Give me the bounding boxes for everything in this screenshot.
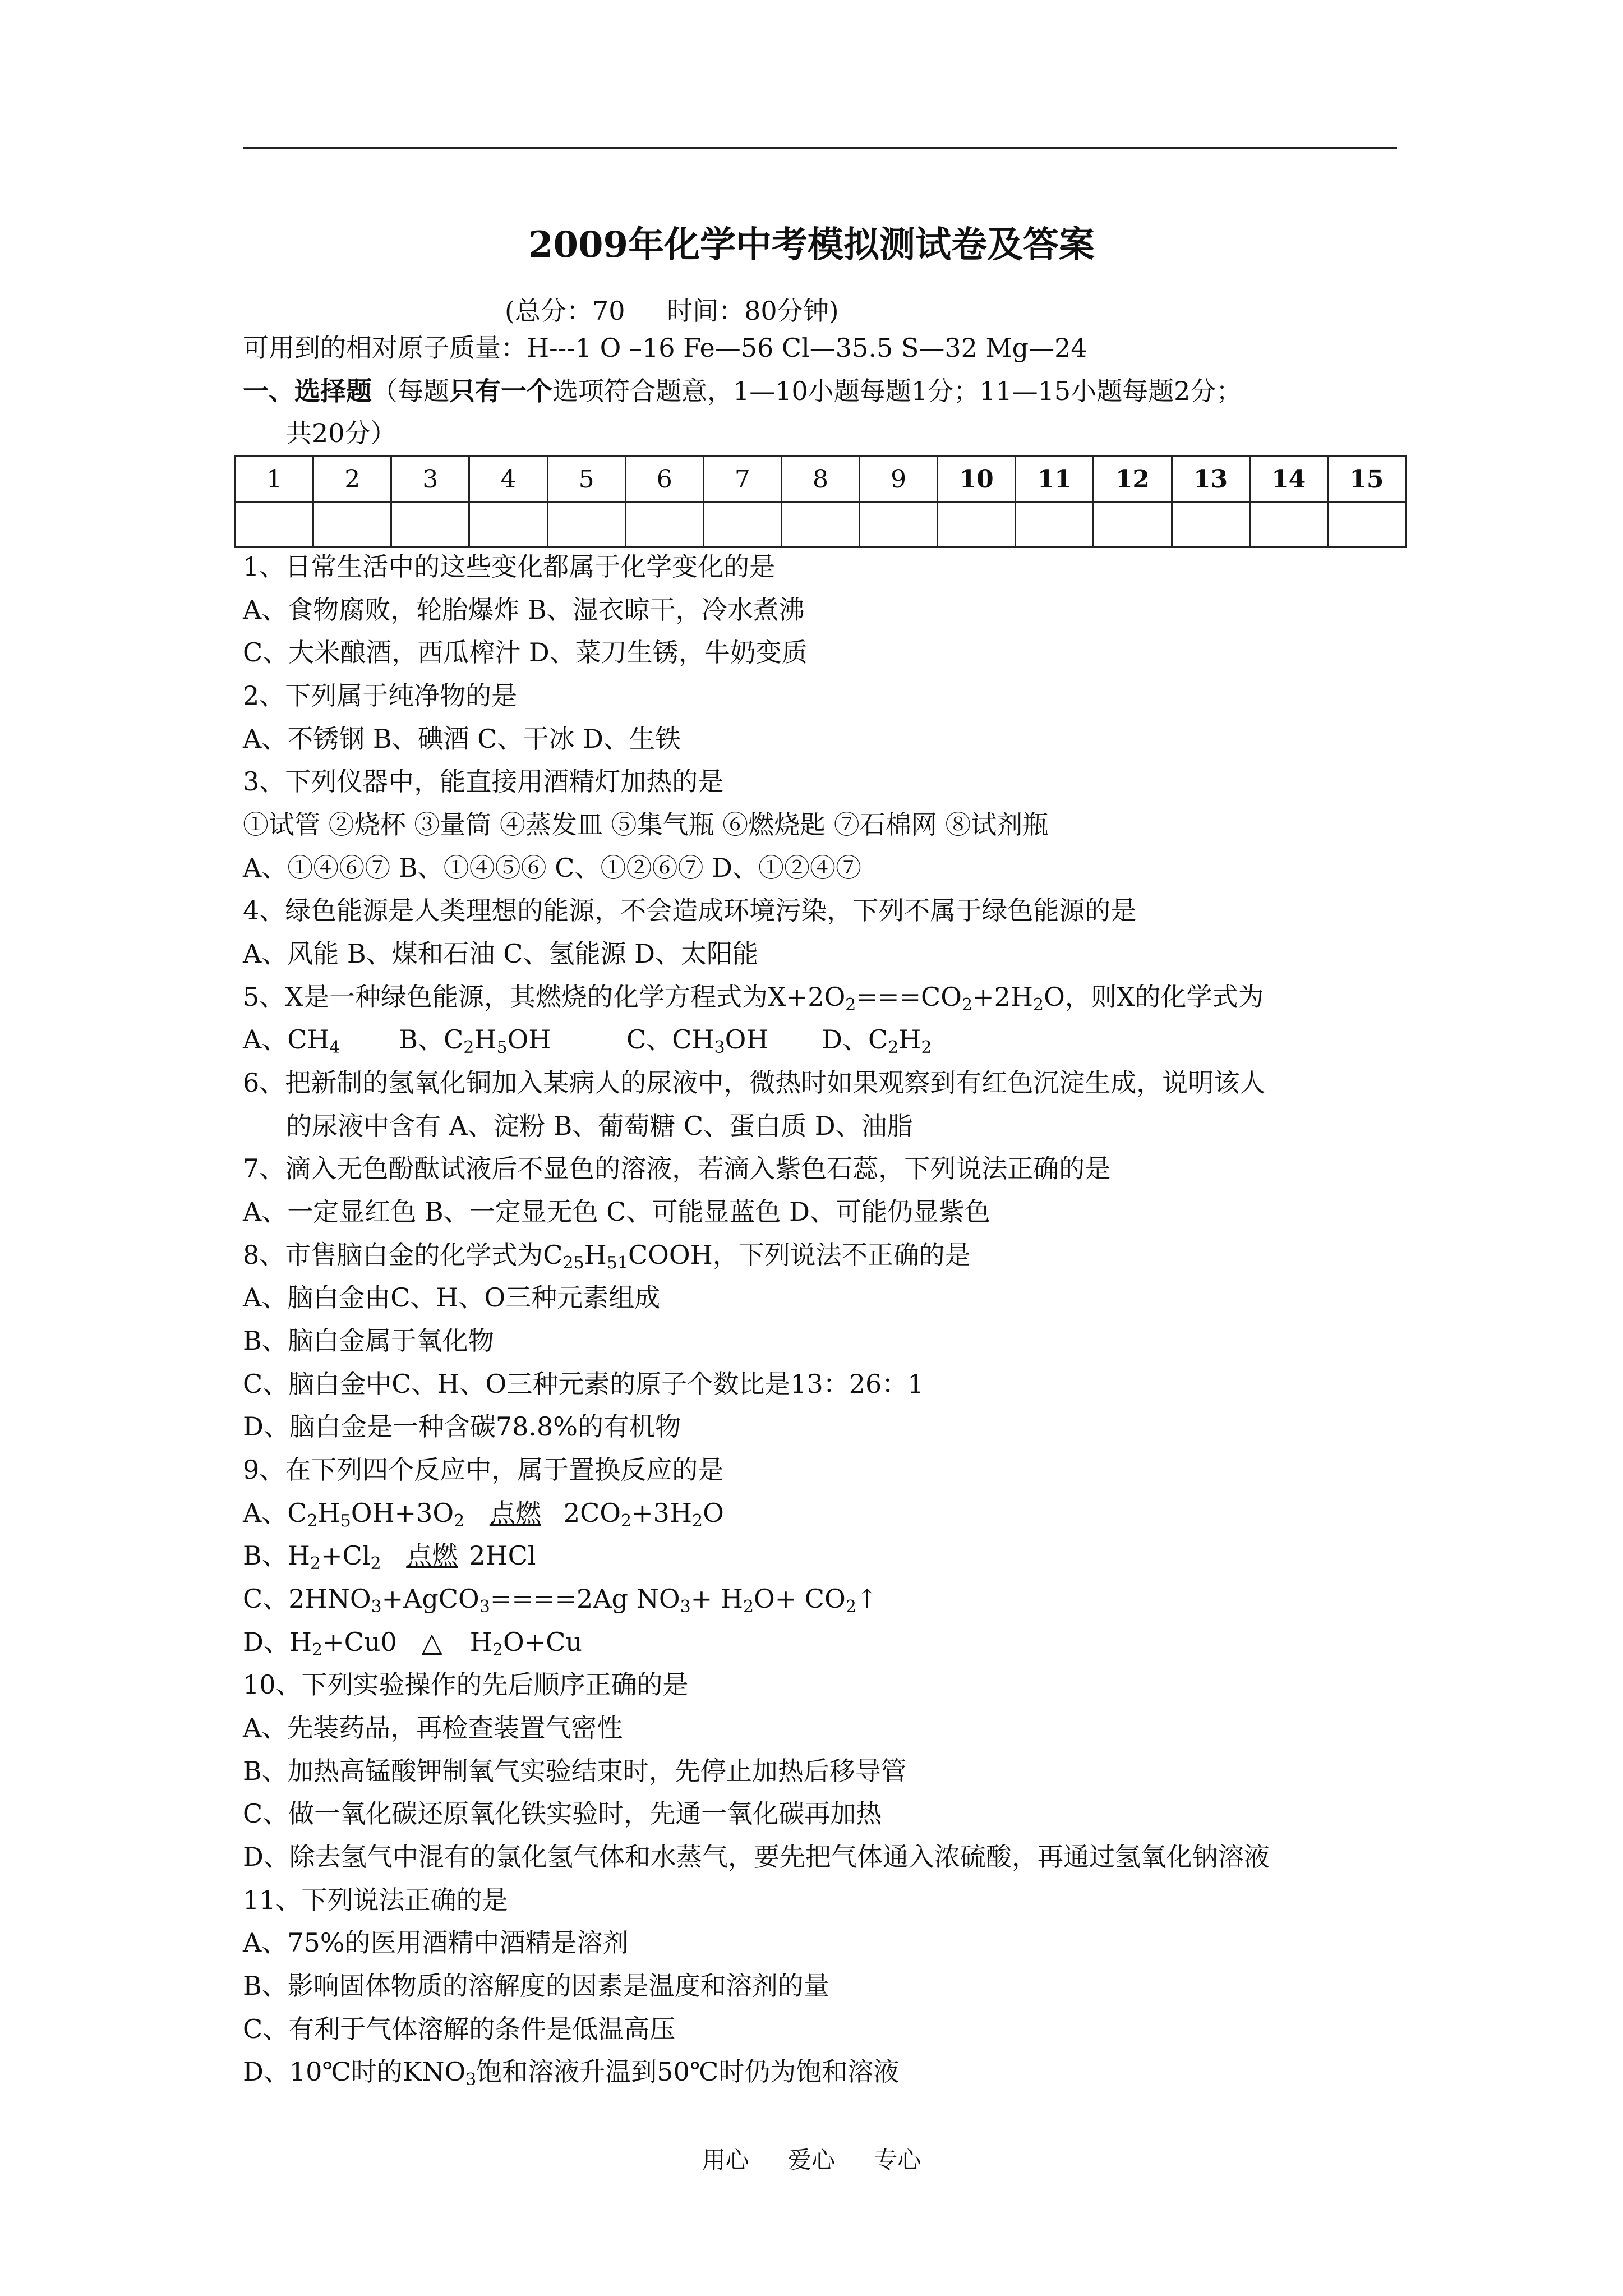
footer-text: 用心 [702, 2146, 749, 2174]
question-11-option-c: C、有利于气体溶解的条件是低温高压 [243, 2014, 676, 2044]
answer-col: 12 [1094, 457, 1172, 502]
q9a-text: A、C [243, 1498, 307, 1528]
answer-col: 7 [703, 457, 781, 502]
page-footer [0, 2142, 1623, 2175]
q9d-text: O+Cu [502, 1627, 583, 1657]
subscript: 2 [463, 1038, 474, 1057]
answer-col: 1 [236, 457, 313, 502]
exam-info [505, 291, 873, 328]
question-6-options: 的尿液中含有 A、淀粉 B、葡萄糖 C、蛋白质 D、油脂 [286, 1111, 913, 1141]
q9b-text: 2HCl [469, 1540, 536, 1571]
footer-text: 专心 [874, 2146, 921, 2174]
answer-cell[interactable] [1172, 502, 1249, 547]
question-7-options: A、一定显红色 B、一定显无色 C、可能显蓝色 D、可能仍显紫色 [243, 1197, 990, 1227]
heat-condition: △ [422, 1627, 442, 1657]
question-3-options: A、①④⑥⑦ B、①④⑤⑥ C、①②⑥⑦ D、①②④⑦ [243, 853, 861, 883]
question-11-option-d [243, 2055, 899, 2088]
question-4: 4、绿色能源是人类理想的能源，不会造成环境污染，下列不属于绿色能源的是 [243, 895, 1137, 926]
answer-cell[interactable] [781, 502, 859, 547]
subscript: 2 [692, 1511, 703, 1531]
question-10-option-a: A、先装药品，再检查装置气密性 [243, 1713, 623, 1743]
option-b: H [474, 1024, 497, 1055]
option-c: OH [725, 1024, 769, 1055]
q9c-text: ====2Ag NO [490, 1584, 680, 1614]
question-8-option-c: C、脑白金中C、H、O三种元素的原子个数比是13：26：1 [243, 1369, 924, 1399]
answer-cell[interactable] [1016, 502, 1094, 547]
question-9-option-a [243, 1496, 724, 1530]
q11d-text: 饱和溶液升温到50℃时仍为饱和溶液 [476, 2056, 900, 2087]
question-11-option-b: B、影响固体物质的溶解度的因素是温度和溶剂的量 [243, 1971, 829, 2001]
answer-cell[interactable] [547, 502, 625, 547]
q9c-text: + H [690, 1584, 743, 1614]
subscript: 2 [743, 1597, 754, 1617]
header-rule [243, 147, 1397, 149]
subscript: 5 [340, 1511, 351, 1531]
q9c-text: O+ CO [754, 1584, 846, 1614]
answer-col: 3 [391, 457, 469, 502]
question-9-option-c [243, 1582, 878, 1616]
question-1-options: C、大米酿酒，西瓜榨汁 D、菜刀生锈，牛奶变质 [243, 637, 808, 668]
q9c-text: +AgCO [381, 1584, 479, 1614]
question-11: 11、下列说法正确的是 [243, 1885, 508, 1915]
total-score: (总分：70 [505, 296, 625, 326]
question-7: 7、滴入无色酚酞试液后不显色的溶液，若滴入紫色石蕊，下列说法正确的是 [243, 1153, 1111, 1184]
question-9: 9、在下列四个反应中，属于置换反应的是 [243, 1455, 724, 1485]
section-desc-cont: 共20分） [286, 418, 396, 448]
question-9-option-b [243, 1539, 536, 1572]
question-1-options: A、食物腐败，轮胎爆炸 B、湿衣晾干，冷水煮沸 [243, 595, 805, 625]
q5-text: 5、X是一种绿色能源，其燃烧的化学方程式为X+2O [243, 982, 846, 1012]
gas-arrow-icon: ↑ [856, 1584, 878, 1614]
answer-cell[interactable] [625, 502, 703, 547]
question-10-option-d: D、除去氢气中混有的氯化氢气体和水蒸气，要先把气体通入浓硫酸，再通过氢氧化钠溶液 [243, 1842, 1270, 1872]
footer-text: 爱心 [787, 2146, 835, 2174]
answer-col: 2 [313, 457, 391, 502]
answer-col: 8 [781, 457, 859, 502]
answer-cell[interactable] [703, 502, 781, 547]
q9d-text: D、H [243, 1627, 312, 1657]
answer-table-blank-row [236, 502, 1406, 547]
q9a-text: +3H [631, 1498, 693, 1528]
question-2-options: A、不锈钢 B、碘酒 C、干冰 D、生铁 [243, 724, 681, 754]
answer-cell[interactable] [1094, 502, 1172, 547]
answer-col: 13 [1172, 457, 1249, 502]
subscript: 3 [465, 2070, 477, 2090]
subscript: 2 [312, 1640, 323, 1660]
option-b: OH [507, 1024, 551, 1055]
answer-cell[interactable] [236, 502, 313, 547]
q9a-text: O [703, 1498, 724, 1528]
q9a-text: 2CO [563, 1498, 621, 1528]
subscript: 3 [680, 1597, 691, 1617]
question-8-option-b: B、脑白金属于氧化物 [243, 1326, 494, 1356]
answer-col: 9 [860, 457, 938, 502]
question-3-items: ①试管 ②烧杯 ③量筒 ④蒸发皿 ⑤集气瓶 ⑥燃烧匙 ⑦石棉网 ⑧试剂瓶 [243, 809, 1049, 840]
answer-table [234, 455, 1407, 548]
question-5-options [243, 1023, 932, 1056]
answer-col: 6 [625, 457, 703, 502]
question-8-option-a: A、脑白金由C、H、O三种元素组成 [243, 1282, 661, 1313]
answer-cell[interactable] [469, 502, 547, 547]
q9d-text: +Cu0 [322, 1627, 397, 1657]
q11d-text: D、10℃时的KNO [243, 2056, 466, 2087]
section-heading [243, 374, 1242, 408]
exam-time: 时间：80分钟) [667, 296, 839, 326]
subscript: 5 [496, 1038, 508, 1057]
answer-cell[interactable] [938, 502, 1016, 547]
subscript: 2 [310, 1554, 321, 1573]
subscript: 2 [370, 1554, 381, 1573]
q9c-text: C、2HNO [243, 1584, 371, 1614]
q9d-text: H [469, 1627, 492, 1657]
section-desc: 选项符合题意，1—10小题每题1分；11—15小题每题2分； [552, 376, 1242, 406]
question-9-option-d [243, 1625, 582, 1659]
option-b: B、C [399, 1024, 464, 1055]
subscript: 2 [961, 995, 973, 1015]
answer-col: 15 [1327, 457, 1405, 502]
q5-text: ===CO [856, 982, 962, 1012]
answer-col: 10 [938, 457, 1016, 502]
q5-text: O，则X的化学式为 [1044, 982, 1264, 1012]
subscript: 3 [479, 1597, 490, 1617]
q9a-text: H [317, 1498, 340, 1528]
question-10-option-c: C、做一氧化碳还原氧化铁实验时，先通一氧化碳再加热 [243, 1798, 882, 1829]
subscript: 2 [888, 1038, 899, 1057]
question-6: 6、把新制的氢氧化铜加入某病人的尿液中，微热时如果观察到有红色沉淀生成，说明该人 [243, 1068, 1266, 1098]
question-8-option-d: D、脑白金是一种含碳78.8%的有机物 [243, 1411, 681, 1442]
question-10-option-b: B、加热高锰酸钾制氧气实验结束时，先停止加热后移导管 [243, 1756, 907, 1786]
q5-text: +2H [972, 982, 1033, 1012]
question-8 [243, 1238, 971, 1272]
reaction-condition: 点燃 [489, 1498, 541, 1528]
question-3: 3、下列仪器中，能直接用酒精灯加热的是 [243, 766, 724, 797]
section-desc-bold: 只有一个 [449, 376, 552, 406]
section-label: 一、选择题 [243, 376, 372, 406]
subscript: 2 [492, 1640, 503, 1660]
option-a: A、CH [243, 1024, 330, 1055]
subscript: 2 [1032, 995, 1044, 1015]
answer-col: 4 [469, 457, 547, 502]
answer-cell[interactable] [1249, 502, 1327, 547]
question-5 [243, 980, 1264, 1014]
answer-col: 14 [1249, 457, 1327, 502]
subscript: 3 [371, 1597, 382, 1617]
page-title: 2009年化学中考模拟测试卷及答案 [528, 224, 1095, 266]
q9a-text: OH+3O [351, 1498, 454, 1528]
subscript: 2 [307, 1511, 318, 1531]
atomic-masses: 可用到的相对原子质量：H---1 O –16 Fe—56 Cl—35.5 S—32 Mg—24 [243, 333, 1087, 363]
question-4-options: A、风能 B、煤和石油 C、氢能源 D、太阳能 [243, 938, 758, 969]
question-10: 10、下列实验操作的先后顺序正确的是 [243, 1669, 689, 1700]
question-1: 1、日常生活中的这些变化都属于化学变化的是 [243, 551, 776, 582]
subscript: 2 [845, 1597, 856, 1617]
q9b-text: B、H [243, 1540, 310, 1571]
answer-cell[interactable] [860, 502, 938, 547]
option-d: H [898, 1024, 921, 1055]
answer-col: 11 [1016, 457, 1094, 502]
subscript: 2 [845, 995, 856, 1015]
reaction-condition: 点燃 [406, 1540, 458, 1571]
q8-text: H [584, 1240, 607, 1270]
option-c: C、CH [626, 1024, 714, 1055]
answer-cell[interactable] [391, 502, 469, 547]
subscript: 25 [562, 1253, 584, 1273]
question-11-option-a: A、75%的医用酒精中酒精是溶剂 [243, 1927, 629, 1958]
subscript: 4 [329, 1038, 340, 1057]
q9b-text: +Cl [321, 1540, 371, 1571]
subscript: 51 [606, 1253, 628, 1273]
answer-cell[interactable] [1327, 502, 1405, 547]
q8-text: 8、市售脑白金的化学式为C [243, 1240, 563, 1270]
answer-col: 5 [547, 457, 625, 502]
question-2: 2、下列属于纯净物的是 [243, 680, 518, 711]
answer-table-header [236, 457, 1406, 502]
answer-cell[interactable] [313, 502, 391, 547]
subscript: 2 [454, 1511, 465, 1531]
subscript: 3 [714, 1038, 725, 1057]
section-desc: （每题 [372, 376, 449, 406]
q8-text: COOH，下列说法不正确的是 [628, 1240, 971, 1270]
option-d: D、C [822, 1024, 888, 1055]
subscript: 2 [621, 1511, 632, 1531]
subscript: 2 [921, 1038, 932, 1057]
